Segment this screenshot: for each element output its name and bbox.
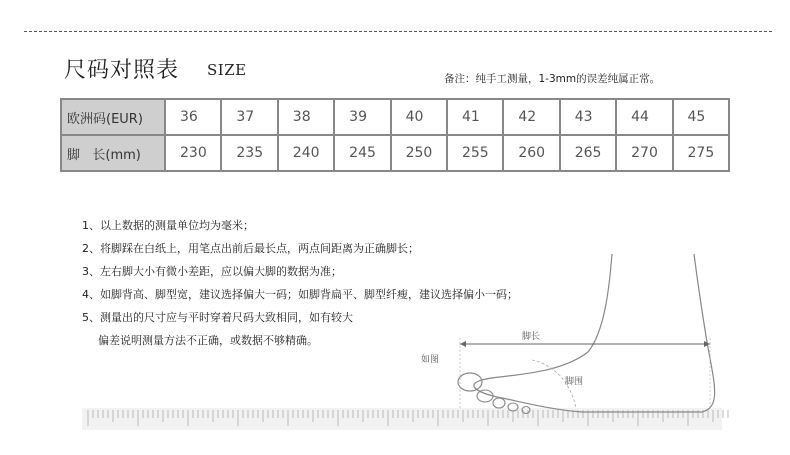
foot-length-label: 脚长 (522, 332, 541, 342)
page-title: 尺码对照表 (64, 58, 180, 83)
table-cell: 235 (221, 135, 277, 171)
instruction-item: 偏差说明测量方法不正确，或数据不够精确。 (98, 334, 318, 347)
table-cell: 260 (503, 135, 559, 171)
measurement-instructions (82, 214, 518, 352)
table-cell: 240 (278, 135, 334, 171)
instruction-item: 2、将脚踩在白纸上，用笔点出前后最长点，两点间距离为正确脚长； (82, 242, 419, 255)
table-cell: 250 (391, 135, 447, 171)
instruction-item: 5、测量出的尺寸应与平时穿着尺码大致相同，如有较大 (82, 311, 353, 324)
table-cell: 44 (616, 99, 672, 135)
instruction-item: 4、如脚背高、脚型宽，建议选择偏大一码；如脚背扁平、脚型纤瘦，建议选择偏小一码； (82, 288, 518, 301)
table-cell: 36 (165, 99, 221, 135)
table-cell: 39 (334, 99, 390, 135)
table-cell: 40 (391, 99, 447, 135)
row-header-foot-length: 脚 长(mm) (61, 135, 165, 171)
table-cell: 245 (334, 135, 390, 171)
top-dashed-divider (24, 31, 772, 32)
table-row-eur (61, 99, 729, 135)
table-cell: 265 (560, 135, 616, 171)
table-cell: 230 (165, 135, 221, 171)
table-cell: 45 (673, 99, 729, 135)
measurement-note: 备注：纯手工测量，1-3mm的误差纯属正常。 (444, 73, 661, 85)
table-cell: 270 (616, 135, 672, 171)
size-chart-table (60, 98, 730, 172)
table-row-foot-length (61, 135, 729, 171)
instruction-item: 1、以上数据的测量单位均为毫米； (82, 219, 254, 232)
table-cell: 43 (560, 99, 616, 135)
diagram-reference-label: 如图 (421, 355, 440, 365)
table-cell: 275 (673, 135, 729, 171)
foot-girth-label: 脚围 (565, 377, 584, 387)
instruction-item: 3、左右脚大小有微小差距，应以偏大脚的数据为准； (82, 265, 342, 278)
page-subtitle: SIZE (207, 61, 247, 79)
table-cell: 41 (447, 99, 503, 135)
table-cell: 255 (447, 135, 503, 171)
table-cell: 37 (221, 99, 277, 135)
row-header-eur: 欧洲码(EUR) (61, 99, 165, 135)
table-cell: 38 (278, 99, 334, 135)
table-cell: 42 (503, 99, 559, 135)
